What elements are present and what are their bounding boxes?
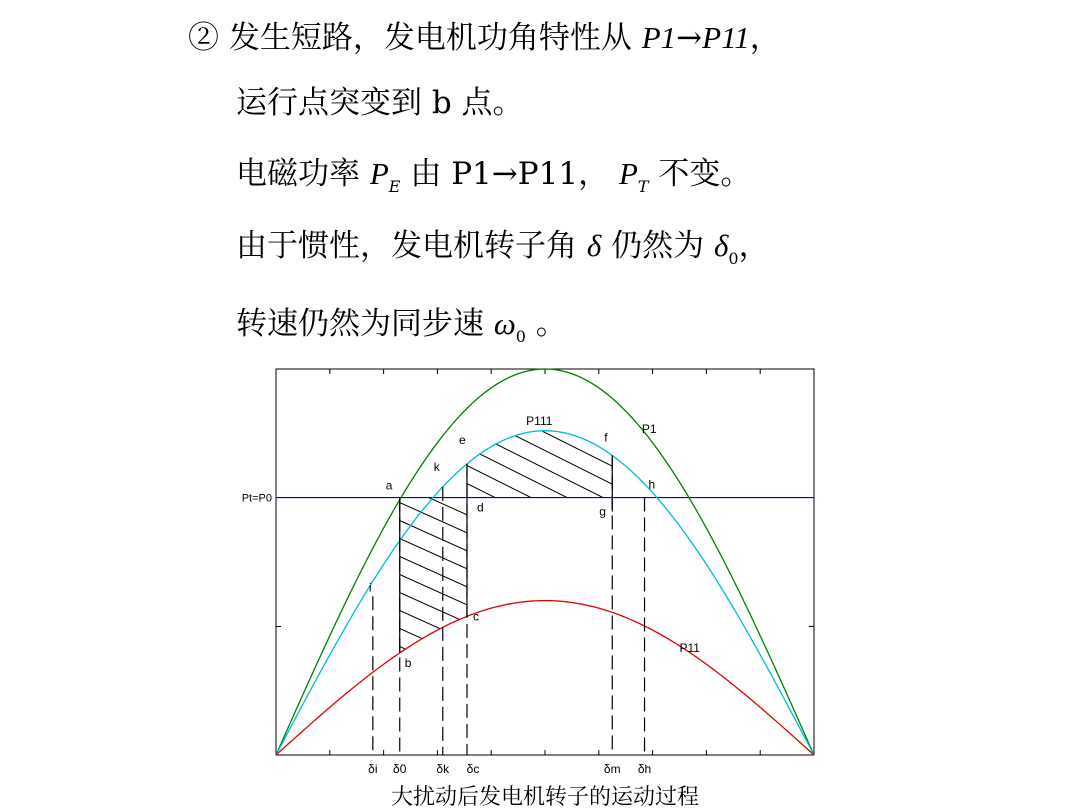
hatch-line <box>427 360 652 414</box>
hatch-line <box>427 626 652 739</box>
tick-label-δi: δi <box>368 762 377 776</box>
point-label-b: b <box>405 656 412 670</box>
text-line-5: 转速仍然为同步速 $\omega_0$ 。 <box>236 308 567 345</box>
text-line-4: 由于惯性，发电机转子角 δ 仍然为 $\delta_0$， <box>236 230 770 267</box>
hatch-line <box>380 710 487 758</box>
point-label-f: f <box>604 430 608 444</box>
hatch-line <box>427 360 652 396</box>
hatch-line <box>427 464 652 577</box>
curve-label-p11: P11 <box>680 641 701 655</box>
tick-label-δc: δc <box>467 762 480 776</box>
hatch-line <box>380 692 487 740</box>
hatch-line <box>427 482 652 595</box>
point-label-k: k <box>434 460 441 474</box>
hatch-line <box>380 494 487 542</box>
tick-label-δm: δm <box>604 762 621 776</box>
point-label-c: c <box>473 609 479 623</box>
curve-label-p1: P1 <box>642 422 657 436</box>
hatch-line <box>427 572 652 685</box>
pt-line-label: Pt=P0 <box>242 493 272 505</box>
hatch-line <box>427 554 652 667</box>
hatch-line <box>380 368 487 416</box>
point-label-g: g <box>599 505 606 519</box>
point-label-a: a <box>386 479 393 493</box>
hatch-line <box>427 446 652 559</box>
hatch-line <box>380 584 487 632</box>
accel-area-hatch <box>380 360 487 780</box>
curve-p111 <box>276 431 814 755</box>
power-angle-figure <box>0 360 1080 780</box>
figure-caption: 大扰动后发电机转子的运动过程 <box>0 780 1080 811</box>
tick-label-δ0: δ0 <box>393 762 407 776</box>
hatch-line <box>427 392 652 505</box>
point-label-e: e <box>459 433 466 447</box>
hatch-line <box>380 404 487 452</box>
hatch-line <box>380 674 487 722</box>
hatch-line <box>380 360 487 362</box>
tick-label-δk: δk <box>436 762 450 776</box>
hatch-line <box>427 590 652 703</box>
text-line-2: 运行点突变到 b 点。 <box>236 88 524 119</box>
curve-label-p111: P111 <box>526 414 553 428</box>
hatch-line <box>427 608 652 721</box>
hatch-line <box>380 360 487 398</box>
hatch-line <box>427 662 652 775</box>
curve-p11 <box>276 601 814 755</box>
hatch-line <box>427 500 652 613</box>
hatch-line <box>380 656 487 704</box>
text-line-3: 电磁功率 $P_E$ 由 P1→P11， $P_T$ 不变。 <box>236 158 751 195</box>
hatch-line <box>380 530 487 578</box>
point-label-h: h <box>649 478 656 492</box>
hatch-line <box>380 476 487 524</box>
hatch-line <box>427 644 652 757</box>
point-label-i: i <box>369 580 372 594</box>
hatch-line <box>380 638 487 686</box>
hatch-line <box>380 620 487 668</box>
tick-label-δh: δh <box>638 762 651 776</box>
point-label-d: d <box>477 501 484 515</box>
hatch-line <box>427 518 652 631</box>
hatch-line <box>380 566 487 614</box>
hatch-line <box>380 602 487 650</box>
hatch-line <box>380 360 487 380</box>
hatch-line <box>380 386 487 434</box>
hatch-line <box>427 536 652 649</box>
text-line-1: ② 发生短路，发电机功角特性从 P1→P11， <box>188 22 781 54</box>
hatch-line <box>380 548 487 596</box>
hatch-line <box>380 512 487 560</box>
